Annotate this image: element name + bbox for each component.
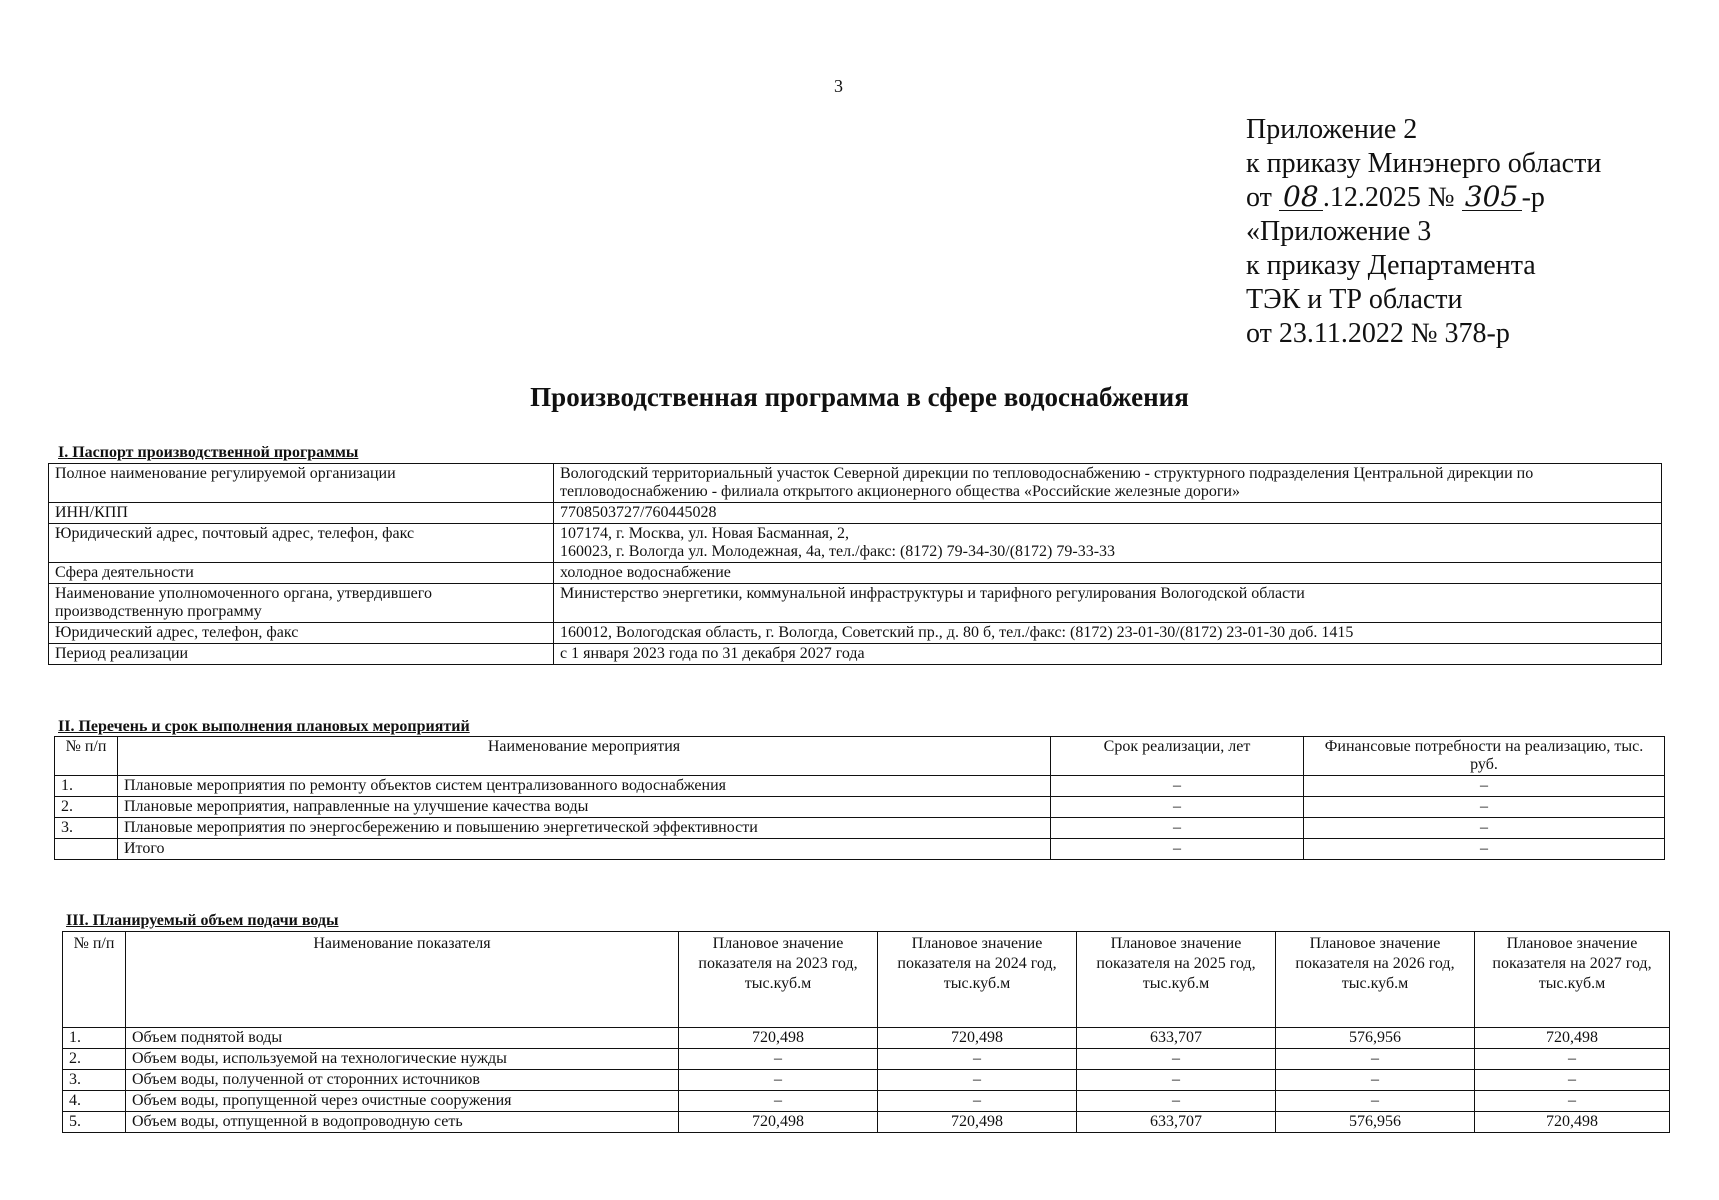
- passport-value: Министерство энергетики, коммунальной инфраструктуры и тарифного регулирования Вологодской области: [554, 584, 1662, 623]
- table-cell: –: [679, 1049, 878, 1070]
- table-cell: 720,498: [878, 1028, 1077, 1049]
- appendix-line: к приказу Минэнерго области: [1246, 148, 1602, 179]
- order-prefix: от: [1246, 182, 1272, 213]
- table-cell: –: [1276, 1070, 1475, 1091]
- table-cell: 720,498: [1475, 1028, 1670, 1049]
- passport-value: 160012, Вологодская область, г. Вологда, Советский пр., д. 80 б, тел./факс: (8172) 23-01-30/(8172) 23-01-30 доб. 1415: [554, 623, 1662, 644]
- table-cell: Плановые мероприятия, направленные на улучшение качества воды: [118, 797, 1051, 818]
- water-volume-table: [62, 931, 1670, 1133]
- table-cell: –: [1304, 839, 1665, 860]
- section3-title: III. Планируемый объем подачи воды: [66, 912, 339, 929]
- table-row: [49, 524, 1662, 563]
- table-cell: –: [1051, 776, 1304, 797]
- table-cell: 633,707: [1077, 1112, 1276, 1133]
- passport-label: Наименование уполномоченного органа, утвердившего производственную программу: [49, 584, 554, 623]
- order-number-handwritten: 305: [1462, 184, 1522, 211]
- passport-value: Вологодский территориальный участок Северной дирекции по тепловодоснабжению - структурного подразделения Центральной дирекции по тепловодоснабжению - филиала открытого акционерного общества «Российские железные дороги»: [554, 464, 1662, 503]
- table-cell: 4.: [63, 1091, 126, 1112]
- order-suffix: -р: [1521, 182, 1545, 213]
- table-row: [55, 776, 1665, 797]
- appendix-line: от 23.11.2022 № 378-р: [1246, 318, 1510, 349]
- table-cell: –: [1051, 797, 1304, 818]
- table-cell: Объем воды, полученной от сторонних источников: [126, 1070, 679, 1091]
- header-cell: Плановое значение показателя на 2026 год, тыс.куб.м: [1276, 932, 1475, 1028]
- header-cell: № п/п: [63, 932, 126, 1028]
- order-line: [1246, 181, 1601, 215]
- header-cell: Плановое значение показателя на 2027 год, тыс.куб.м: [1475, 932, 1670, 1028]
- table-cell: –: [1276, 1091, 1475, 1112]
- table-cell: 3.: [55, 818, 118, 839]
- table-row: [55, 797, 1665, 818]
- table-cell: 2.: [55, 797, 118, 818]
- passport-table: [48, 463, 1662, 665]
- table-cell: 720,498: [679, 1112, 878, 1133]
- passport-value: с 1 января 2023 года по 31 декабря 2027 года: [554, 644, 1662, 665]
- table-cell: Объем воды, пропущенной через очистные сооружения: [126, 1091, 679, 1112]
- table-cell: Плановые мероприятия по ремонту объектов систем централизованного водоснабжения: [118, 776, 1051, 797]
- table-cell: 633,707: [1077, 1028, 1276, 1049]
- appendix-line: ТЭК и ТР области: [1246, 284, 1463, 315]
- passport-value: холодное водоснабжение: [554, 563, 1662, 584]
- table-row: [49, 503, 1662, 524]
- table-cell: –: [1475, 1049, 1670, 1070]
- table-row: [55, 839, 1665, 860]
- table-cell: 720,498: [878, 1112, 1077, 1133]
- table-cell: –: [1304, 818, 1665, 839]
- table-cell: –: [679, 1091, 878, 1112]
- table-cell: 720,498: [1475, 1112, 1670, 1133]
- table-row: [63, 1028, 1670, 1049]
- document-title: Производственная программа в сфере водоснабжения: [530, 382, 1189, 412]
- table-cell: –: [1475, 1070, 1670, 1091]
- passport-label: Юридический адрес, почтовый адрес, телефон, факс: [49, 524, 554, 563]
- header-cell: Плановое значение показателя на 2025 год, тыс.куб.м: [1077, 932, 1276, 1028]
- table-cell: –: [878, 1070, 1077, 1091]
- table-cell: 5.: [63, 1112, 126, 1133]
- header-cell: Наименование мероприятия: [118, 737, 1051, 776]
- table-cell: 1.: [63, 1028, 126, 1049]
- table-cell: –: [1276, 1049, 1475, 1070]
- passport-label: ИНН/КПП: [49, 503, 554, 524]
- header-cell: Плановое значение показателя на 2024 год, тыс.куб.м: [878, 932, 1077, 1028]
- order-day-handwritten: 08: [1279, 184, 1323, 211]
- table-cell: 576,956: [1276, 1112, 1475, 1133]
- table-cell: 1.: [55, 776, 118, 797]
- table-cell: 576,956: [1276, 1028, 1475, 1049]
- passport-value-line: 107174, г. Москва, ул. Новая Басманная, 2,: [560, 525, 850, 542]
- appendix-line: к приказу Департамента: [1246, 250, 1536, 281]
- table-cell: –: [1051, 818, 1304, 839]
- table-row: [49, 464, 1662, 503]
- order-date-rest: .12.2025 №: [1322, 182, 1455, 213]
- table-header-row: [55, 737, 1665, 776]
- table-cell: –: [1304, 797, 1665, 818]
- table-row: [63, 1070, 1670, 1091]
- table-cell: Итого: [118, 839, 1051, 860]
- section2-title: II. Перечень и срок выполнения плановых мероприятий: [58, 718, 470, 735]
- table-cell: 3.: [63, 1070, 126, 1091]
- appendix-header: [1246, 113, 1601, 351]
- table-cell: Объем поднятой воды: [126, 1028, 679, 1049]
- header-cell: Наименование показателя: [126, 932, 679, 1028]
- table-cell: –: [1077, 1070, 1276, 1091]
- table-row: [63, 1091, 1670, 1112]
- header-cell: Плановое значение показателя на 2023 год, тыс.куб.м: [679, 932, 878, 1028]
- table-cell: –: [1051, 839, 1304, 860]
- table-cell: –: [878, 1049, 1077, 1070]
- passport-label: Период реализации: [49, 644, 554, 665]
- table-cell: –: [679, 1070, 878, 1091]
- header-cell: № п/п: [55, 737, 118, 776]
- appendix-line: Приложение 2: [1246, 114, 1418, 145]
- header-cell: Срок реализации, лет: [1051, 737, 1304, 776]
- table-row: [63, 1112, 1670, 1133]
- table-cell: 2.: [63, 1049, 126, 1070]
- table-cell: –: [1304, 776, 1665, 797]
- appendix-line: «Приложение 3: [1246, 216, 1432, 247]
- passport-value: [554, 524, 1662, 563]
- table-cell: Объем воды, отпущенной в водопроводную сеть: [126, 1112, 679, 1133]
- table-header-row: [63, 932, 1670, 1028]
- table-cell: –: [1077, 1049, 1276, 1070]
- table-cell: –: [878, 1091, 1077, 1112]
- passport-value: 7708503727/760445028: [554, 503, 1662, 524]
- table-row: [63, 1049, 1670, 1070]
- passport-label: Сфера деятельности: [49, 563, 554, 584]
- section1-title: I. Паспорт производственной программы: [58, 444, 359, 461]
- table-cell: Объем воды, используемой на технологические нужды: [126, 1049, 679, 1070]
- table-row: [55, 818, 1665, 839]
- table-row: [49, 584, 1662, 623]
- page-number: 3: [834, 76, 843, 96]
- passport-label: Полное наименование регулируемой организации: [49, 464, 554, 503]
- table-cell: Плановые мероприятия по энергосбережению и повышению энергетической эффективности: [118, 818, 1051, 839]
- table-row: [49, 623, 1662, 644]
- table-cell: 720,498: [679, 1028, 878, 1049]
- measures-table: [54, 736, 1665, 860]
- table-cell: –: [1077, 1091, 1276, 1112]
- header-cell: Финансовые потребности на реализацию, тыс. руб.: [1304, 737, 1665, 776]
- table-row: [49, 644, 1662, 665]
- passport-value-line: 160023, г. Вологда ул. Молодежная, 4а, тел./факс: (8172) 79-34-30/(8172) 79-33-33: [560, 543, 1116, 560]
- passport-label: Юридический адрес, телефон, факс: [49, 623, 554, 644]
- table-cell: –: [1475, 1091, 1670, 1112]
- table-row: [49, 563, 1662, 584]
- table-cell: [55, 839, 118, 860]
